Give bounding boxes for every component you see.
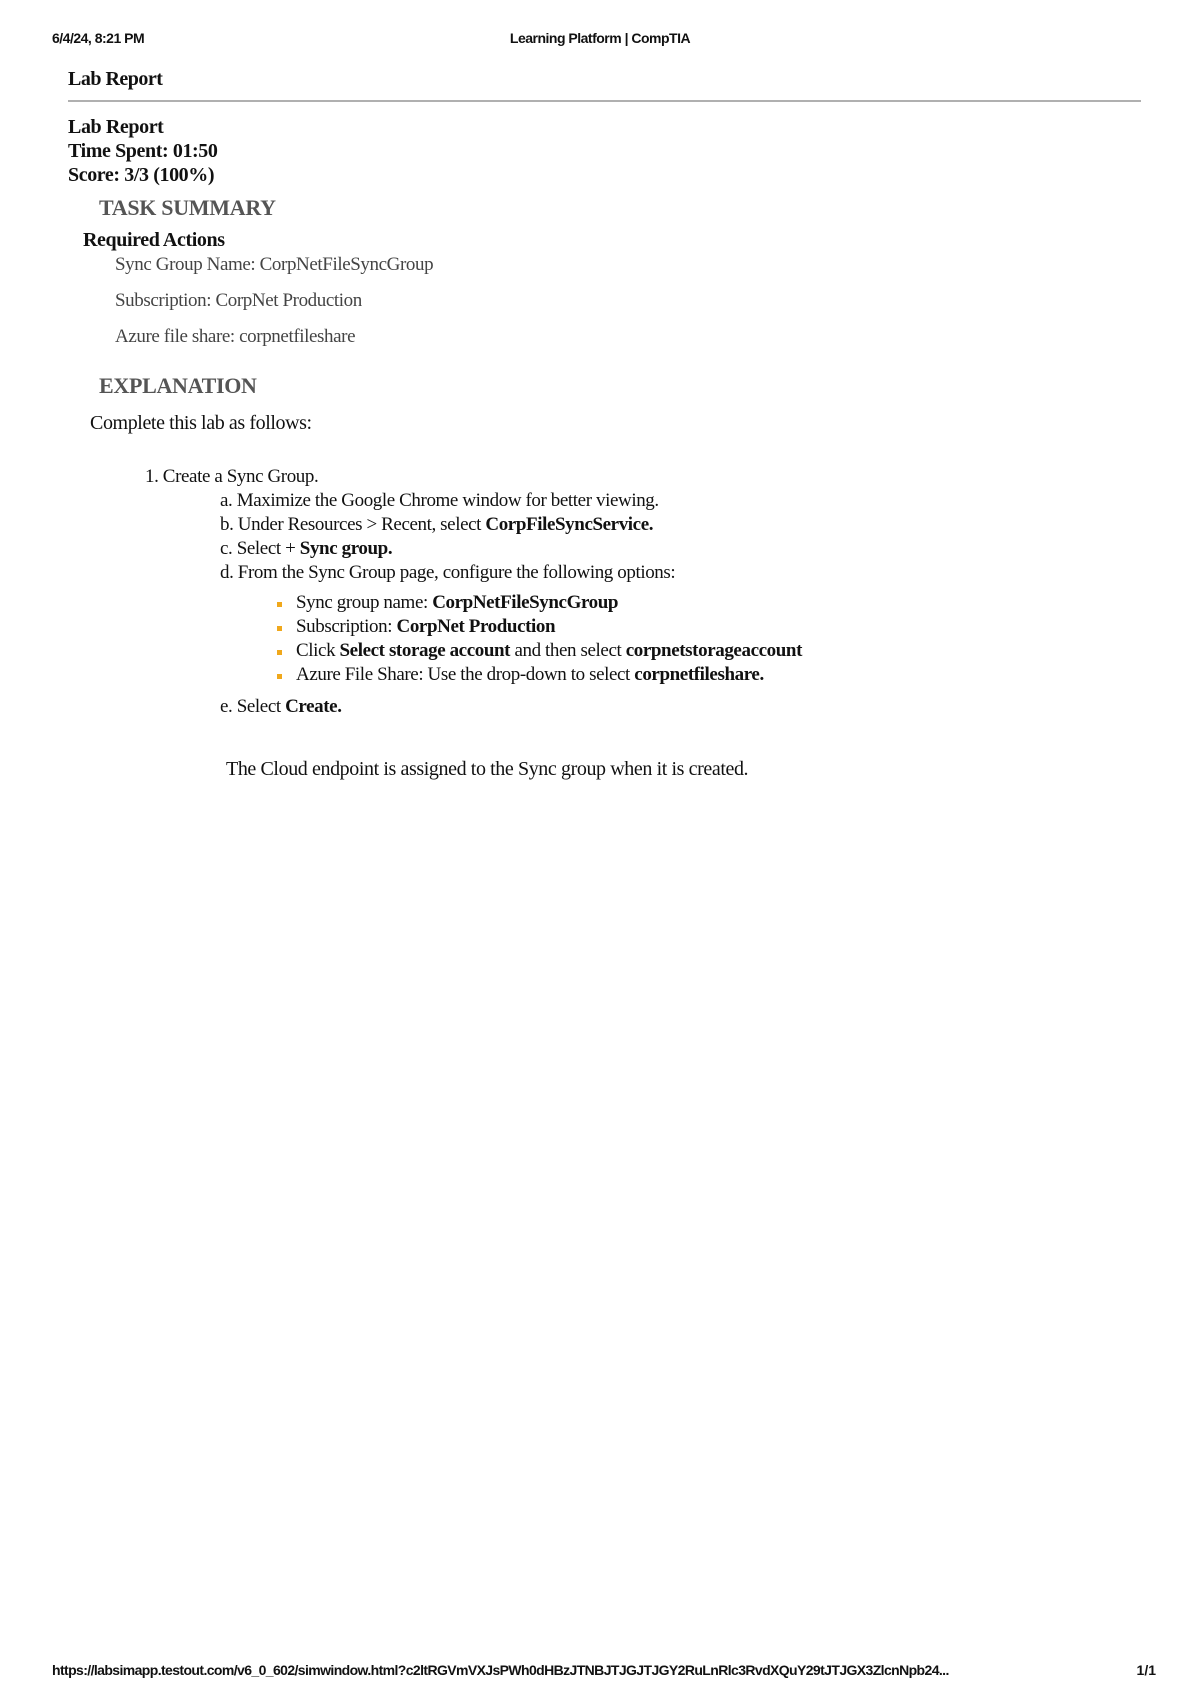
bullet-icon [277, 602, 282, 607]
print-datetime: 6/4/24, 8:21 PM [52, 30, 145, 46]
step-1b: b. Under Resources > Recent, select CorpFileSyncService. [220, 514, 654, 535]
report-heading: Lab Report [68, 116, 164, 138]
step-1d: d. From the Sync Group page, configure the following options: [220, 562, 676, 583]
step-1e: e. Select Create. [220, 696, 342, 717]
print-page-title: Learning Platform | CompTIA [509, 30, 691, 46]
bullet-icon [277, 674, 282, 679]
page-title: Lab Report [68, 68, 163, 90]
time-spent: Time Spent: 01:50 [68, 140, 218, 162]
required-actions-heading: Required Actions [83, 229, 225, 251]
explanation-heading: EXPLANATION [99, 373, 257, 398]
required-action-item: Sync Group Name: CorpNetFileSyncGroup [115, 254, 434, 275]
step-1c: c. Select + Sync group. [220, 538, 393, 559]
print-page-number: 1/1 [1136, 1662, 1156, 1678]
report-meta [68, 115, 218, 187]
bullet-icon [277, 626, 282, 631]
step-1: 1. Create a Sync Group. [145, 466, 319, 487]
bullet-icon [277, 650, 282, 655]
step-1a: a. Maximize the Google Chrome window for better viewing. [220, 490, 659, 511]
required-action-item: Azure file share: corpnetfileshare [115, 326, 356, 347]
explanation-note: The Cloud endpoint is assigned to the Sync group when it is created. [226, 758, 749, 780]
print-url: https://labsimapp.testout.com/v6_0_602/simwindow.html?c2ltRGVmVXJsPWh0dHBzJTNBJTJGJTJGY2RuLnRlc3RvdXQuY29tJTJGX3ZlcnNpb24... [52, 1662, 949, 1678]
score: Score: 3/3 (100%) [68, 164, 215, 186]
explanation-intro: Complete this lab as follows: [90, 412, 312, 434]
required-action-item: Subscription: CorpNet Production [115, 290, 362, 311]
title-divider [68, 100, 1141, 102]
task-summary-heading: TASK SUMMARY [99, 195, 276, 220]
